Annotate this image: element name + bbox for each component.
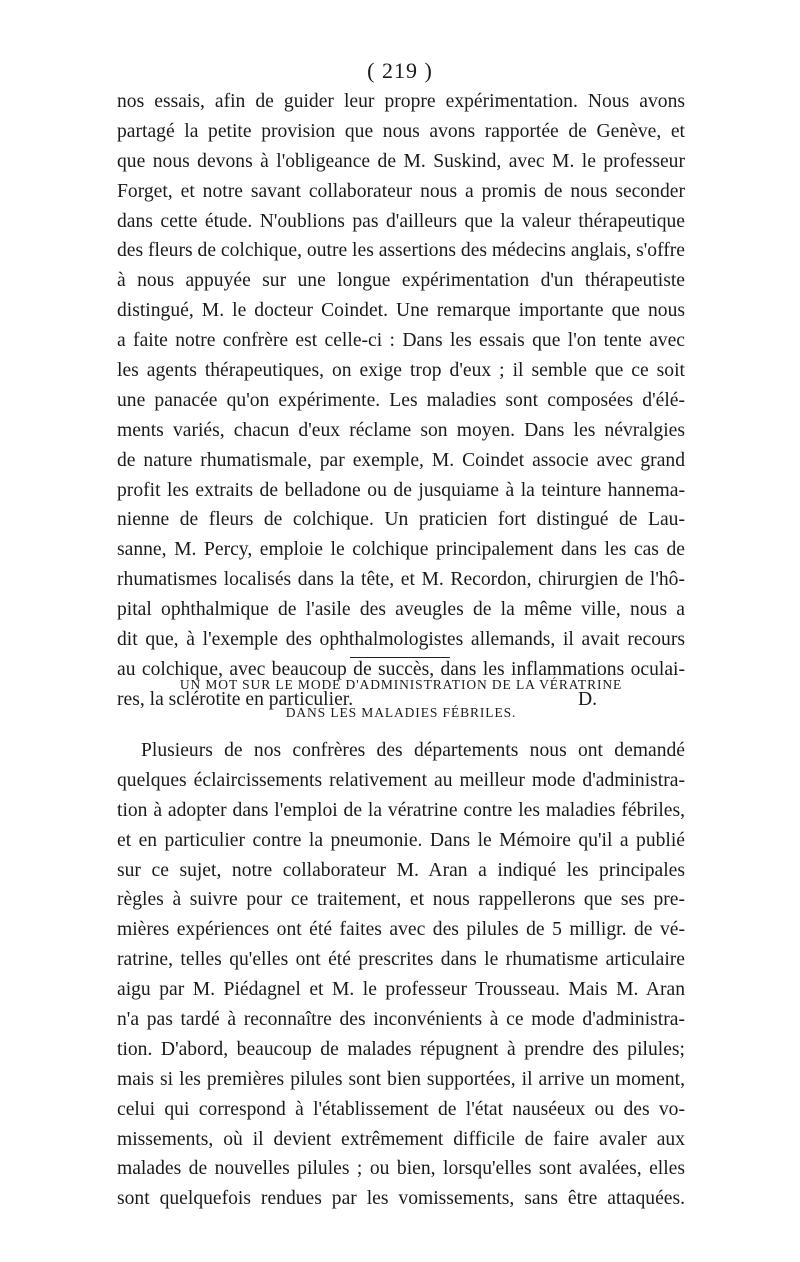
text-line: règles à suivre pour ce traitement, et nous rappellerons que ses pre- (117, 889, 685, 911)
paragraph-veratrine (117, 736, 685, 1214)
text-line: dans cette étude. N'oublions pas d'ailleurs que la valeur thérapeutique (117, 210, 685, 232)
page-number: ( 219 ) (367, 58, 433, 83)
text-line: nos essais, afin de guider leur propre expérimentation. Nous avons (117, 91, 685, 112)
article-title-line-2: DANS LES MALADIES FÉBRILES. (285, 705, 517, 720)
text-line: missements, où il devient extrêmement difficile de faire avaler aux (117, 1128, 685, 1150)
text-line: celui qui correspond à l'établissement de l'état nauséeux ou des vo- (117, 1098, 685, 1120)
author-signature: D. (577, 688, 597, 710)
text-line: Forget, et notre savant collaborateur nous a promis de nous seconder (117, 180, 685, 202)
text-line: de nature rhumatismale, par exemple, M. Coindet associe avec grand (117, 449, 685, 471)
text-line: malades de nouvelles pilules ; ou bien, lorsqu'elles sont avalées, elles (117, 1158, 685, 1180)
text-line: n'a pas tardé à reconnaître des inconvénients à ce mode d'administra- (117, 1009, 685, 1031)
text-line: aigu par M. Piédagnel et M. le professeur Trousseau. Mais M. Aran (117, 979, 685, 1001)
text-line: pital ophthalmique de l'asile des aveugles de la même ville, nous a (117, 599, 685, 621)
text-line: res, la sclérotite en particulier. (117, 688, 354, 710)
text-line: sanne, M. Percy, emploie le colchique principalement dans les cas de (117, 539, 685, 561)
text-line: dit que, à l'exemple des ophthalmologistes allemands, il avait recours (117, 629, 685, 651)
text-line: quelques éclaircissements relativement au meilleur mode d'administra- (117, 769, 685, 791)
text-line: distingué, M. le docteur Coindet. Une remarque importante que nous (117, 300, 685, 322)
section-divider (350, 657, 450, 658)
text-line: nienne de fleurs de colchique. Un praticien fort distingué de Lau- (117, 509, 685, 531)
text-line: partagé la petite provision que nous avons rapportée de Genève, et (117, 120, 685, 142)
text-line: des fleurs de colchique, outre les assertions des médecins anglais, s'offre (117, 240, 685, 262)
text-line: et en particulier contre la pneumonie. Dans le Mémoire qu'il a publié (117, 829, 685, 851)
text-line: sont quelquefois rendues par les vomissements, sans être attaquées. (117, 1188, 685, 1210)
text-line: ments variés, chacun d'eux réclame son moyen. Dans les névralgies (117, 419, 685, 441)
text-line: Plusieurs de nos confrères des départements nous ont demandé (141, 740, 685, 761)
text-line: mais si les premières pilules sont bien supportées, il arrive un moment, (117, 1068, 685, 1090)
text-line: profit les extraits de belladone ou de jusquiame à la teinture hannema- (117, 479, 685, 501)
article-title-line-1: UN MOT SUR LE MODE D'ADMINISTRATION DE LA VÉRATRINE (179, 677, 623, 692)
text-line: que nous devons à l'obligeance de M. Suskind, avec M. le professeur (117, 150, 685, 172)
text-line: tion. D'abord, beaucoup de malades répugnent à prendre des pilules; (117, 1038, 685, 1060)
text-line: une panacée qu'on expérimente. Les maladies sont composées d'élé- (117, 389, 685, 411)
text-line: a faite notre confrère est celle-ci : Dans les essais que l'on tente avec (117, 330, 685, 352)
text-line: tion à adopter dans l'emploi de la vératrine contre les maladies fébriles, (117, 799, 685, 821)
text-line: au colchique, avec beaucoup de succès, dans les inflammations oculai- (117, 658, 685, 680)
text-line: sur ce sujet, notre collaborateur M. Aran a indiqué les principales (117, 859, 685, 881)
text-line: mières expériences ont été faites avec des pilules de 5 milligr. de vé- (117, 919, 685, 941)
text-line: rhumatismes localisés dans la tête, et M. Recordon, chirurgien de l'hô- (117, 569, 685, 591)
text-line: à nous appuyée sur une longue expérimentation d'un thérapeutiste (117, 270, 685, 292)
text-line: ratrine, telles qu'elles ont été prescrites dans le rhumatisme articulaire (117, 949, 685, 971)
paragraph-colchique (117, 87, 685, 715)
text-line: les agents thérapeutiques, on exige trop d'eux ; il semble que ce soit (117, 360, 685, 382)
